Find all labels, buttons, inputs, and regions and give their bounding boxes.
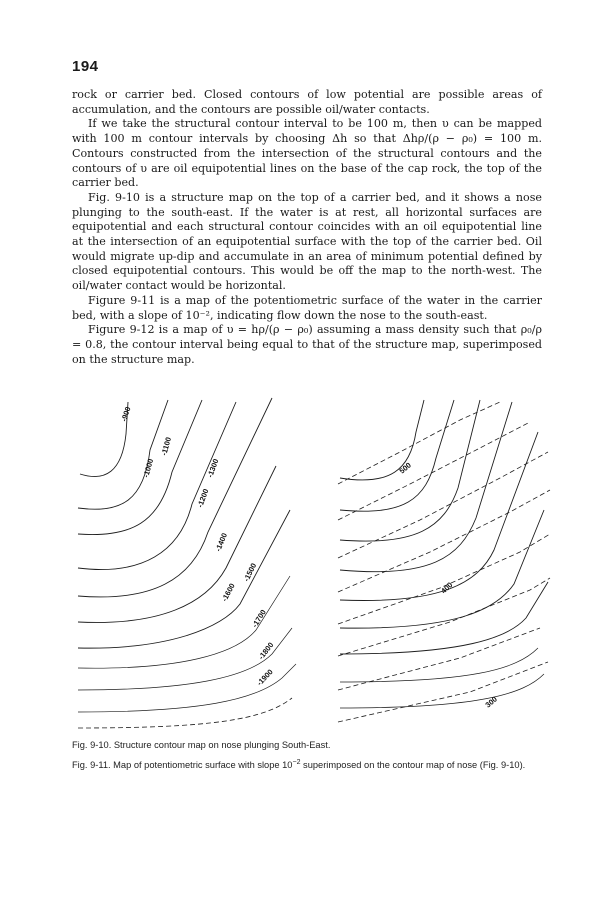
- potentiometric-line: [338, 628, 540, 690]
- potentiometric-line: [338, 402, 500, 484]
- contour-line: [340, 432, 538, 601]
- paragraph: Figure 9-11 is a map of the potentiometric surface of the water in the carrier bed, with a slope of 10⁻², indicating flow down the nose to the south-east.: [72, 293, 542, 322]
- contour-line: [78, 398, 272, 597]
- contour-line: [78, 466, 276, 622]
- contour-line: [340, 510, 544, 628]
- contour-label: -900: [119, 405, 133, 423]
- contour-label: -1300: [205, 457, 221, 479]
- structure-contour-map: [78, 398, 296, 728]
- paragraph: rock or carrier bed. Closed contours of low potential are possible areas of accumulation, and the contours are possible oil/water contacts.: [72, 88, 542, 116]
- caption-text: Fig. 9-11. Map of potentiometric surface with slope 10: [72, 760, 293, 771]
- contour-label: -1000: [141, 457, 156, 479]
- contour-line: [340, 402, 512, 572]
- paragraph: If we take the structural contour interval to be 100 m, then υ can be mapped with 100 m contour intervals by choosing Δh so that Δhρ/(ρ − ρ₀) = 100 m. Contours constructed from the intersection of the structural contours and the contours of υ are oil equipotential lines on the base of the cap rock, the top of the carrier bed.: [72, 117, 542, 190]
- contour-label: -1200: [195, 487, 211, 509]
- contour-line: [78, 400, 202, 535]
- contour-label: -1900: [254, 667, 275, 688]
- contour-label: 500: [397, 460, 413, 476]
- contour-label: -1600: [219, 581, 237, 603]
- contour-label: -1500: [241, 561, 259, 583]
- potentiometric-overlay-map: [338, 400, 550, 722]
- contour-label: -1800: [256, 640, 276, 662]
- contour-label: 300: [483, 694, 499, 710]
- paragraph: Figure 9-12 is a map of υ = hρ/(ρ − ρ₀) assuming a mass density such that ρ₀/ρ = 0.8, the contour interval being equal to that of the structure map, superimposed on the structure map.: [72, 323, 542, 366]
- potentiometric-line: [338, 534, 550, 624]
- contour-line: [78, 402, 236, 570]
- figure-caption-9-11: [72, 757, 552, 771]
- potentiometric-line: [338, 662, 548, 722]
- contour-label: 400: [439, 580, 455, 596]
- paragraph: Fig. 9-10 is a structure map on the top of a carrier bed, and it shows a nose plunging to the south-east. If the water is at rest, all horizontal surfaces are equipotential and each structural contour coincides with an oil equipotential line at the intersection of an equipotential surface with the top of the carrier bed. Oil would migrate up-dip and accumulate in an area of minimum potential defined by closed equipotential contours. This would be off the map to the north-west. The oil/water contact would be horizontal.: [72, 190, 542, 293]
- contour-label: -1100: [159, 436, 174, 457]
- contour-label: -1400: [213, 531, 230, 553]
- contour-line: [340, 400, 454, 511]
- figures-9-10-9-11: [60, 392, 560, 737]
- body-text: [72, 88, 542, 367]
- contour-line: [78, 698, 292, 728]
- contour-maps: [60, 392, 560, 737]
- caption-text: superimposed on the contour map of nose (Fig. 9-10).: [300, 760, 526, 771]
- page-number: 194: [72, 58, 99, 75]
- contour-line: [340, 674, 544, 708]
- caption-exponent: −2: [292, 759, 301, 766]
- figure-caption-9-10: Fig. 9-10. Structure contour map on nose plunging South-East.: [72, 740, 331, 750]
- contour-line: [340, 400, 480, 541]
- contour-label: -1700: [250, 608, 268, 630]
